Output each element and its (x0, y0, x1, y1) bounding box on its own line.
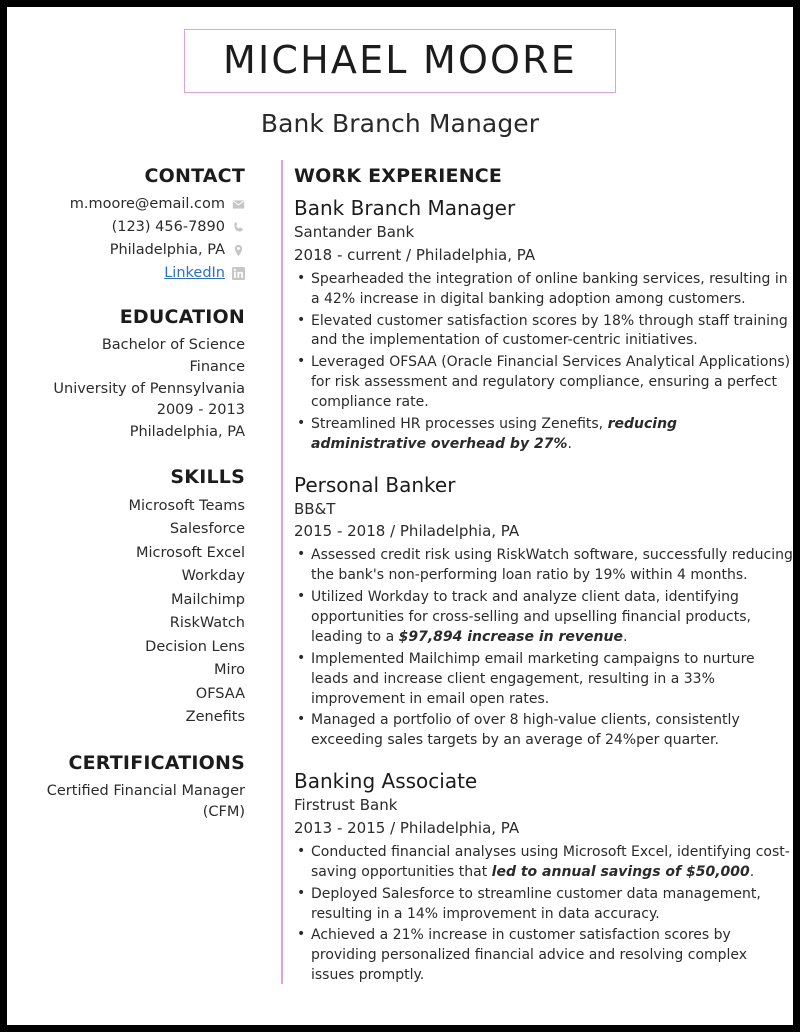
skill-item: Decision Lens (145, 638, 245, 655)
bullet-text: Managed a portfolio of over 8 high-value clients, consistently exceeding sales targets by an average of 24%per quarter. (311, 712, 740, 749)
bullet-emphasis: reducing administrative overhead by 27% (311, 415, 678, 452)
education-line: University of Pennsylvania (53, 380, 245, 397)
job-company: BB&T (294, 499, 336, 518)
certification-item: Certified Financial Manager (CFM) (46, 782, 245, 821)
bullet-text: Achieved a 21% increase in customer satisfaction scores by providing personalized financial advice and resolving complex issues promptly. (311, 927, 748, 984)
job-company: Firstrust Bank (294, 796, 398, 815)
job-entry (294, 196, 793, 455)
education-heading: EDUCATION (119, 306, 245, 329)
skill-item: Salesforce (169, 521, 245, 538)
linkedin-link[interactable]: LinkedIn (164, 265, 225, 282)
certifications-heading: CERTIFICATIONS (68, 751, 245, 774)
contact-item (7, 194, 245, 215)
sidebar (7, 165, 263, 1004)
job-bullet (294, 885, 793, 925)
resume-body (7, 165, 793, 1004)
bullet-text: Utilized Workday to track and analyze client data, identifying opportunities for cross-selling and upselling financial products, leading to a (311, 589, 751, 645)
bullet-text: Deployed Salesforce to streamline customer data management, resulting in a 14% improvement in data accuracy. (311, 885, 761, 922)
phone-icon (232, 221, 245, 234)
contact-item[interactable] (7, 263, 245, 284)
location-pin-icon (232, 244, 245, 257)
education-line: 2009 - 2013 (156, 402, 245, 419)
education-list (7, 335, 245, 444)
job-company: Santander Bank (294, 223, 415, 241)
contact-heading: CONTACT (144, 165, 245, 187)
job-bullet (294, 711, 793, 751)
job-bullet-list (294, 270, 793, 455)
job-entry (294, 769, 793, 986)
job-role: Bank Branch Manager (294, 196, 516, 220)
linkedin-icon (232, 267, 245, 280)
bullet-emphasis: $97,894 increase in revenue (398, 628, 623, 645)
work-experience-list (294, 196, 793, 986)
education-line: Finance (189, 358, 245, 375)
bullet-tail: . (567, 435, 572, 452)
job-bullet (294, 312, 793, 352)
contact-value: m.moore@email.com (69, 196, 225, 212)
column-divider (281, 160, 283, 984)
education-section (7, 306, 245, 444)
main-content (263, 165, 793, 1004)
skill-item: Workday (181, 568, 245, 585)
page-title: MICHAEL MOORE (223, 38, 577, 82)
bullet-text: Conducted financial analyses using Microsoft Excel, identifying cost-saving opportunities that (311, 843, 790, 880)
job-dates-location: 2013 - 2015 / Philadelphia, PA (294, 818, 520, 837)
job-dates-location: 2015 - 2018 / Philadelphia, PA (294, 522, 520, 541)
skills-section (7, 466, 245, 730)
job-bullet (294, 415, 793, 455)
envelope-icon (232, 198, 245, 211)
contact-value: (123) 456-7890 (111, 219, 225, 236)
bullet-text: Implemented Mailchimp email marketing campaigns to nurture leads and increase client engagement, resulting in a 33% improvement in email open rates. (311, 650, 755, 707)
skills-list (7, 495, 245, 730)
bullet-text: Elevated customer satisfaction scores by 18% through staff training and the implementation of customer-centric initiatives. (311, 312, 788, 349)
skill-item: Miro (213, 662, 245, 679)
job-bullet (294, 546, 793, 586)
job-bullet (294, 353, 793, 413)
contact-list (7, 194, 245, 284)
job-entry (294, 473, 793, 752)
job-bullet (294, 270, 793, 310)
skill-item: Mailchimp (171, 591, 245, 608)
skills-heading: SKILLS (170, 465, 245, 488)
contact-item (7, 240, 245, 261)
bullet-tail: . (622, 628, 628, 645)
job-bullet (294, 926, 793, 986)
education-line: Philadelphia, PA (129, 424, 245, 441)
resume-page (7, 7, 793, 1025)
bullet-text: Assessed credit risk using RiskWatch software, successfully reducing the bank's non-performing loan ratio by 19% within 4 months. (311, 547, 793, 584)
education-line: Bachelor of Science (101, 337, 245, 354)
job-role: Banking Associate (294, 769, 478, 794)
job-dates-location: 2018 - current / Philadelphia, PA (294, 245, 536, 264)
bullet-text: Streamlined HR processes using Zenefits, (311, 415, 608, 432)
name-box (184, 29, 616, 93)
work-experience-heading: WORK EXPERIENCE (294, 165, 503, 187)
skill-item: Microsoft Excel (135, 544, 245, 561)
bullet-emphasis: led to annual savings of $50,000 (491, 863, 750, 880)
contact-value: Philadelphia, PA (109, 242, 225, 259)
certifications-list (7, 781, 245, 825)
job-bullet (294, 843, 793, 883)
skill-item: Zenefits (185, 709, 245, 726)
job-bullet (294, 588, 793, 648)
contact-item (7, 217, 245, 238)
skill-item: OFSAA (195, 685, 245, 702)
bullet-text: Leveraged OFSAA (Oracle Financial Services Analytical Applications) for risk assessment and regulatory compliance, ensuring a perfect compliance rate. (311, 354, 791, 410)
job-bullet (294, 650, 793, 710)
resume-header (7, 7, 793, 138)
bullet-tail: . (749, 863, 755, 880)
certifications-section (7, 752, 245, 825)
job-role: Personal Banker (294, 472, 456, 497)
job-bullet-list (294, 546, 793, 751)
bullet-text: Spearheaded the integration of online banking services, resulting in a 42% increase in digital banking adoption among customers. (311, 270, 788, 307)
contact-section (7, 165, 245, 284)
job-bullet-list (294, 843, 793, 986)
skill-item: RiskWatch (169, 615, 245, 632)
headline-job-title: Bank Branch Manager (260, 109, 540, 138)
skill-item: Microsoft Teams (128, 497, 245, 514)
